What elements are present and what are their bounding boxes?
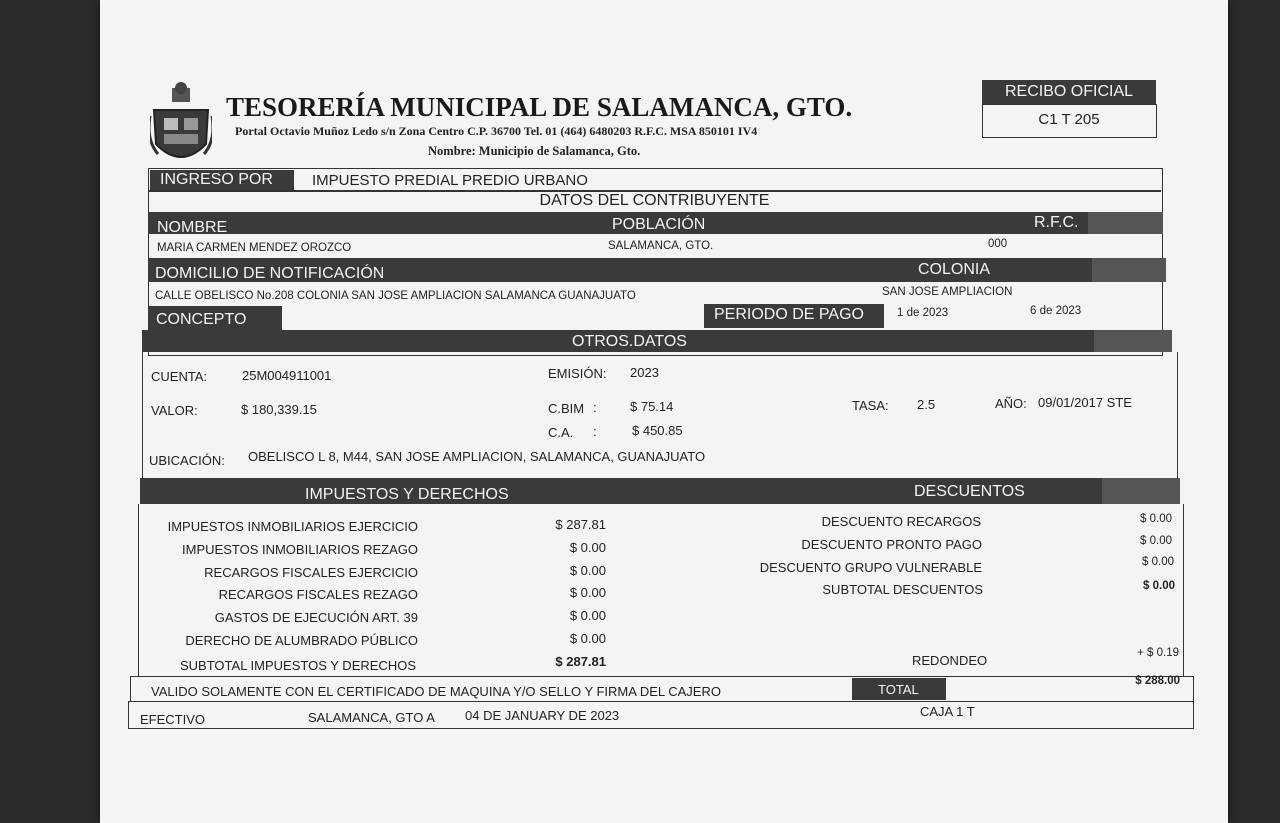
valor-value: $ 180,339.15 xyxy=(241,402,317,417)
impuesto-label: RECARGOS FISCALES EJERCICIO xyxy=(204,565,418,580)
redondeo-label: REDONDEO xyxy=(912,653,988,668)
total-amount: $ 288.00 xyxy=(1135,675,1180,687)
colonia-value: SAN JOSE AMPLIACION xyxy=(882,286,1013,298)
pago-row xyxy=(128,701,1194,729)
cuenta-label: CUENTA: xyxy=(151,369,208,384)
total-label: TOTAL xyxy=(878,682,919,697)
colonia-label: COLONIA xyxy=(918,261,991,278)
impuestos-title: IMPUESTOS Y DERECHOS xyxy=(305,486,509,503)
impuesto-label: GASTOS DE EJECUCIÓN ART. 39 xyxy=(214,610,418,625)
forma-pago: EFECTIVO xyxy=(140,712,206,727)
header-name-line: Nombre: Municipio de Salamanca, Gto. xyxy=(428,144,641,158)
ubicacion-value: OBELISCO L 8, M44, SAN JOSE AMPLIACION, SALAMANCA, GUANAJUATO xyxy=(248,449,706,464)
descuento-amount: $ 0.00 xyxy=(1142,556,1174,568)
fecha: 04 DE JANUARY DE 2023 xyxy=(465,708,620,723)
ca-label: C.A. xyxy=(548,425,574,440)
impuesto-label: IMPUESTOS INMOBILIARIOS EJERCICIO xyxy=(167,519,418,534)
descuento-label: DESCUENTO RECARGOS xyxy=(821,514,981,529)
valor-label: VALOR: xyxy=(151,403,198,418)
subtotal-descuentos-label: SUBTOTAL DESCUENTOS xyxy=(822,582,983,597)
contribuyente-title: DATOS DEL CONTRIBUYENTE xyxy=(539,192,770,209)
descuento-label: DESCUENTO PRONTO PAGO xyxy=(801,537,982,552)
impuesto-label: IMPUESTOS INMOBILIARIOS REZAGO xyxy=(182,542,418,557)
subtotal-descuentos-amount: $ 0.00 xyxy=(1143,580,1175,592)
emision-value: 2023 xyxy=(630,365,659,380)
anio-value: 09/01/2017 STE xyxy=(1038,395,1132,410)
receipt-label: RECIBO OFICIAL xyxy=(982,80,1156,104)
ubicacion-label: UBICACIÓN: xyxy=(149,453,225,468)
tasa-label: TASA: xyxy=(852,398,889,413)
receipt-number: C1 T 205 xyxy=(1038,111,1100,128)
descuento-amount: $ 0.00 xyxy=(1140,513,1172,525)
emision-label: EMISIÓN: xyxy=(548,366,607,381)
caja: CAJA 1 T xyxy=(920,704,975,719)
domicilio-value: CALLE OBELISCO No.208 COLONIA SAN JOSE AMPLIACION SALAMANCA GUANAJUATO xyxy=(155,290,636,302)
lugar: SALAMANCA, GTO A xyxy=(308,710,435,725)
redondeo-amount: + $ 0.19 xyxy=(1137,647,1179,659)
subtotal-impuestos-amount: $ 287.81 xyxy=(555,654,606,669)
valido-text: VALIDO SOLAMENTE CON EL CERTIFICADO DE MAQUINA Y/O SELLO Y FIRMA DEL CAJERO xyxy=(151,684,721,699)
impuesto-amount: $ 0.00 xyxy=(569,608,606,623)
impuesto-label: RECARGOS FISCALES REZAGO xyxy=(218,587,418,602)
descuento-amount: $ 0.00 xyxy=(1140,535,1172,547)
ca-colon: : xyxy=(593,424,597,439)
periodo-label: PERIODO DE PAGO xyxy=(714,306,864,323)
rfc-label: R.F.C. xyxy=(1034,214,1079,231)
anio-label: AÑO: xyxy=(995,396,1027,411)
cbim-value: $ 75.14 xyxy=(630,399,674,414)
poblacion-label: POBLACIÓN xyxy=(612,216,706,233)
impuesto-amount: $ 287.81 xyxy=(555,517,606,532)
impuesto-amount: $ 0.00 xyxy=(569,585,606,600)
periodo-fin: 6 de 2023 xyxy=(1030,305,1082,317)
descuento-label: DESCUENTO GRUPO VULNERABLE xyxy=(759,560,982,575)
impuesto-amount: $ 0.00 xyxy=(569,563,606,578)
coat-of-arms-icon xyxy=(150,80,212,174)
rfc-value: 000 xyxy=(988,238,1008,250)
cuenta-value: 25M004911001 xyxy=(242,368,332,383)
poblacion-value: SALAMANCA, GTO. xyxy=(608,240,714,252)
tasa-value: 2.5 xyxy=(917,397,936,412)
impuesto-amount: $ 0.00 xyxy=(569,631,606,646)
descuentos-title: DESCUENTOS xyxy=(914,483,1025,500)
impuesto-amount: $ 0.00 xyxy=(569,540,606,555)
ca-value: $ 450.85 xyxy=(632,423,683,438)
otros-title: OTROS.DATOS xyxy=(572,333,687,350)
concepto-label: CONCEPTO xyxy=(156,311,247,328)
subtotal-impuestos-label: SUBTOTAL IMPUESTOS Y DERECHOS xyxy=(180,658,416,673)
nombre-label: NOMBRE xyxy=(157,219,228,236)
header-address: Portal Octavio Muñoz Ledo s/n Zona Centro C.P. 36700 Tel. 01 (464) 6480203 R.F.C. MSA 850101 IV4 xyxy=(235,124,758,138)
domicilio-label: DOMICILIO DE NOTIFICACIÓN xyxy=(155,265,385,282)
cbim-label: C.BIM xyxy=(548,401,585,416)
nombre-value: MARIA CARMEN MENDEZ OROZCO xyxy=(157,242,352,254)
impuesto-label: DERECHO DE ALUMBRADO PÚBLICO xyxy=(185,633,418,648)
ingreso-value: IMPUESTO PREDIAL PREDIO URBANO xyxy=(312,172,588,189)
periodo-inicio: 1 de 2023 xyxy=(897,307,949,319)
ingreso-label: INGRESO POR xyxy=(150,170,294,190)
header-title: TESORERÍA MUNICIPAL DE SALAMANCA, GTO. xyxy=(226,92,853,122)
cbim-colon: : xyxy=(593,400,597,415)
